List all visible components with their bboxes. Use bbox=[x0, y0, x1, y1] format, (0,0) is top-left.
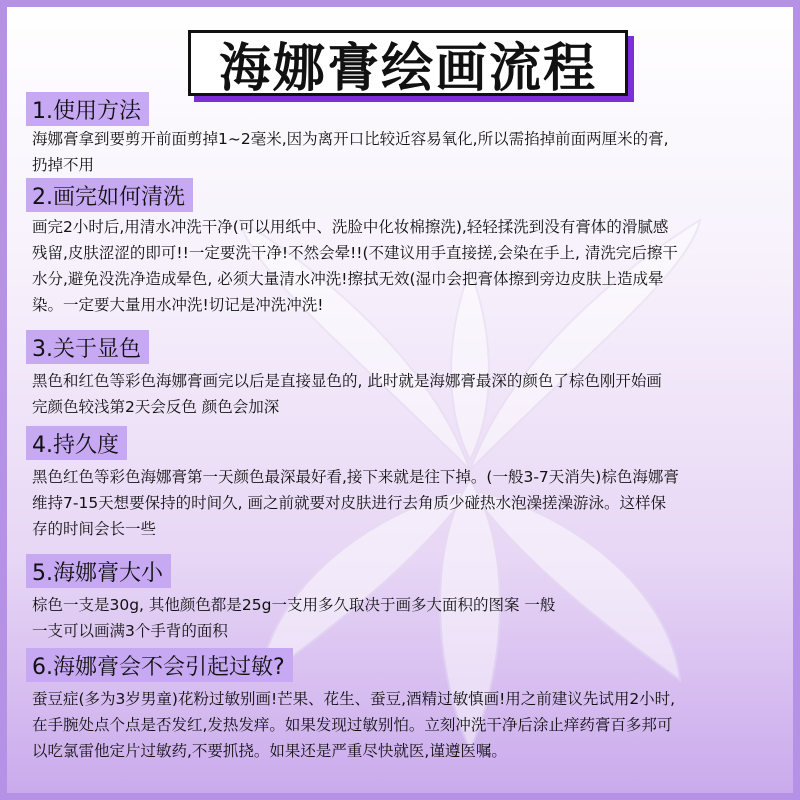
section-heading-text: 5.海娜膏大小 bbox=[32, 560, 163, 586]
section-heading-cleaning bbox=[26, 178, 193, 212]
body-line: 染。一定要大量用水冲洗!切记是冲洗冲洗! bbox=[32, 296, 324, 314]
section-heading-durability bbox=[26, 426, 127, 460]
section-heading-text: 3.关于显色 bbox=[32, 336, 141, 362]
section-body-usage bbox=[32, 126, 772, 178]
section-heading-text: 2.画完如何清洗 bbox=[32, 184, 185, 210]
body-line: 海娜膏拿到要剪开前面剪掉1~2毫米,因为离开口比较近容易氧化,所以需掐掉前面两厘米的膏, bbox=[32, 130, 669, 148]
body-line: 黑色和红色等彩色海娜膏画完以后是直接显色的, 此时就是海娜膏最深的颜色了棕色刚开始画 bbox=[32, 372, 662, 390]
body-line: 完颜色较浅第2天会反色 颜色会加深 bbox=[32, 398, 280, 416]
body-line: 水分,避免没洗净造成晕色, 必须大量清水冲洗!擦拭无效(湿巾会把膏体擦到旁边皮肤上造成晕 bbox=[32, 270, 664, 288]
section-heading-allergy bbox=[26, 648, 293, 682]
body-line: 以吃氯雷他定片过敏药,不要抓挠。如果还是严重尽快就医,谨遵医嘱。 bbox=[32, 742, 507, 760]
section-heading-usage bbox=[26, 92, 149, 126]
body-line: 蚕豆症(多为3岁男童)花粉过敏别画!芒果、花生、蚕豆,酒精过敏慎画!用之前建议先试用2小时, bbox=[32, 690, 676, 708]
section-heading-text: 1.使用方法 bbox=[32, 98, 141, 124]
body-line: 画完2小时后,用清水冲洗干净(可以用纸中、洗脸中化妆棉擦洗),轻轻揉洗到没有膏体的滑腻感 bbox=[32, 218, 669, 236]
title-banner bbox=[188, 30, 628, 99]
body-line: 一支可以画满3个手背的面积 bbox=[32, 622, 228, 640]
body-line: 维持7-15天想要保持的时间久, 画之前就要对皮肤进行去角质少碰热水泡澡搓澡游泳。这样保 bbox=[32, 494, 667, 512]
section-body-color bbox=[32, 368, 772, 420]
body-line: 存的时间会长一些 bbox=[32, 520, 157, 538]
body-line: 黑色红色等彩色海娜膏第一天颜色最深最好看,接下来就是往下掉。(一般3-7天消失)棕色海娜膏 bbox=[32, 468, 679, 486]
section-body-allergy bbox=[32, 686, 772, 764]
section-heading-size bbox=[26, 554, 171, 588]
body-line: 扔掉不用 bbox=[32, 156, 95, 174]
section-heading-color bbox=[26, 330, 149, 364]
page-title: 海娜膏绘画流程 bbox=[218, 38, 597, 99]
section-heading-text: 6.海娜膏会不会引起过敏? bbox=[32, 654, 285, 680]
section-body-durability bbox=[32, 464, 772, 542]
section-body-cleaning bbox=[32, 214, 772, 318]
body-line: 在手腕处点个点是否发红,发热发痒。如果发现过敏别怕。立刻冲洗干净后涂止痒药膏百多邦可 bbox=[32, 716, 673, 734]
body-line: 棕色一支是30g, 其他颜色都是25g一支用多久取决于画多大面积的图案 一般 bbox=[32, 596, 556, 614]
body-line: 残留,皮肤涩涩的即可!!一定要洗干净!不然会晕!!(不建议用手直接搓,会染在手上, 清洗完后擦干 bbox=[32, 244, 678, 262]
section-heading-text: 4.持久度 bbox=[32, 432, 119, 458]
section-body-size bbox=[32, 592, 772, 644]
